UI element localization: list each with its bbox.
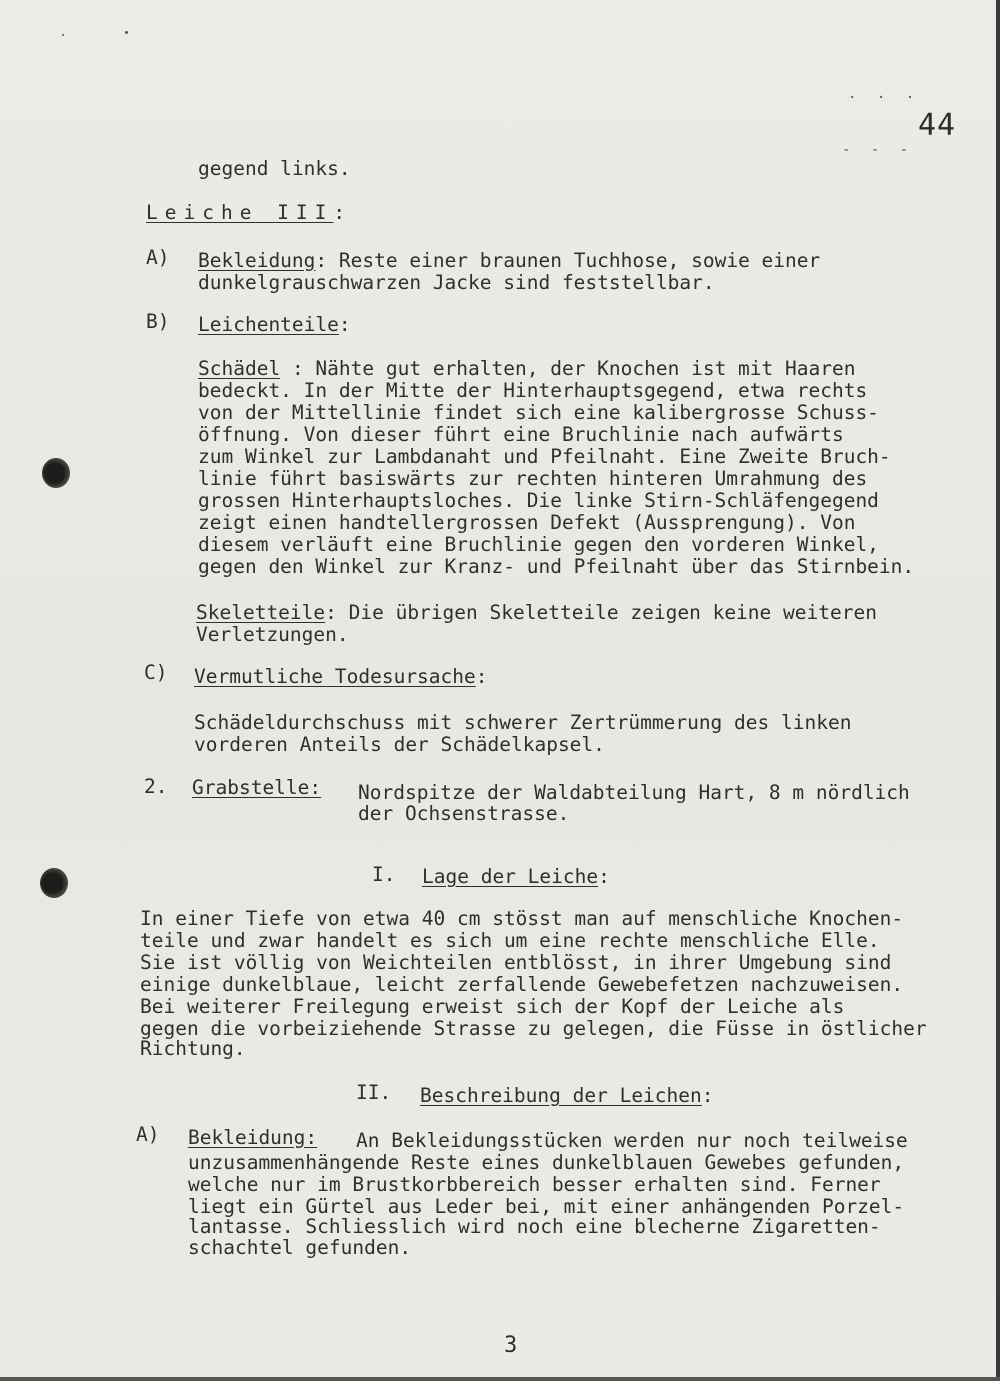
text-line: In einer Tiefe von etwa 40 cm stösst man auf menschliche Knochen- <box>140 907 904 930</box>
text-line: dunkelgrauschwarzen Jacke sind feststellbar. <box>198 271 715 294</box>
page-number: 44 <box>918 108 957 143</box>
heading-skeletteile: Skeletteile <box>196 601 326 624</box>
item-a-line: Bekleidung: Reste einer braunen Tuchhose, sowie einer <box>198 249 821 272</box>
text-line: einige dunkelblaue, leicht zerfallende Gewebefetzen nachzuweisen. <box>140 973 904 996</box>
text-line: gegen die vorbeiziehende Strasse zu gelegen, die Füsse in östlicher <box>140 1017 927 1040</box>
text-line: zeigt einen handtellergrossen Defekt (Aussprengung). Von <box>198 511 856 534</box>
item-label-a: A) <box>146 246 170 269</box>
text-line: Sie ist völlig von Weichteilen entblösst, in ihrer Umgebung sind <box>140 951 892 974</box>
heading-schaedel: Schädel <box>198 357 281 380</box>
item-label-c: C) <box>144 661 168 684</box>
punch-hole-upper <box>42 458 70 488</box>
scan-border-bottom <box>0 1377 1000 1381</box>
text-line: Nordspitze der Waldabteilung Hart, 8 m nördlich <box>358 781 910 804</box>
text-line: öffnung. Von dieser führt eine Bruchlinie nach aufwärts <box>198 423 844 446</box>
text-line: schachtel gefunden. <box>188 1236 412 1259</box>
heading-lage-der-leiche: Lage der Leiche <box>422 865 599 888</box>
heading-bekleidung-2: Bekleidung: <box>188 1126 318 1149</box>
text-line: von der Mittellinie findet sich eine kalibergrosse Schuss- <box>198 401 879 424</box>
text-line: Richtung. <box>140 1037 246 1060</box>
heading-grabstelle: Grabstelle: <box>192 776 322 799</box>
text-line: Bei weiterer Freilegung erweist sich der Kopf der Leiche als <box>140 995 845 1018</box>
text-line: vorderen Anteils der Schädelkapsel. <box>194 733 605 756</box>
skeletteile-line: Skeletteile: Die übrigen Skeletteile zeigen keine weiteren <box>196 601 877 624</box>
scan-border-right <box>996 0 1000 1381</box>
section-heading: Leiche III: <box>146 201 346 224</box>
text-line: teile und zwar handelt es sich um eine rechte menschliche Elle. <box>140 929 880 952</box>
heading-bekleidung: Bekleidung <box>198 249 316 272</box>
text-line: der Ochsenstrasse. <box>358 802 570 825</box>
pencil-mark: · · · <box>848 90 921 106</box>
heading-beschreibung: Beschreibung der Leichen <box>420 1084 702 1107</box>
heading-leichenteile: Leichenteile <box>198 313 339 336</box>
text-line: diesem verläuft eine Bruchlinie gegen den vorderen Winkel, <box>198 533 879 556</box>
text-line: Schädeldurchschuss mit schwerer Zertrümmerung des linken <box>194 711 852 734</box>
heading-leiche-iii: Leiche III <box>146 201 334 224</box>
pencil-mark: - - - <box>842 142 915 158</box>
item-label-a2: A) <box>136 1123 160 1146</box>
schaedel-line: Schädel : Nähte gut erhalten, der Knochen ist mit Haaren <box>198 357 856 380</box>
heading-lage-line: Lage der Leiche: <box>422 865 610 888</box>
text-line: welche nur im Brustkorbbereich besser erhalten sind. Ferner <box>188 1173 881 1196</box>
text-line: unzusammenhängende Reste eines dunkelblauen Gewebes gefunden, <box>188 1151 905 1174</box>
heading-todesursache: Vermutliche Todesursache <box>194 665 476 688</box>
text-line: bedeckt. In der Mitte der Hinterhauptsgegend, etwa rechts <box>198 379 868 402</box>
text-line: An Bekleidungsstücken werden nur noch teilweise <box>356 1129 908 1152</box>
text-line: zum Winkel zur Lambdanaht und Pfeilnaht. Eine Zweite Bruch- <box>198 445 891 468</box>
heading-beschreibung-line: Beschreibung der Leichen: <box>420 1084 714 1107</box>
scan-speck <box>125 31 128 34</box>
text-line: gegen den Winkel zur Kranz- und Pfeilnaht über das Stirnbein. <box>198 555 915 578</box>
text-line: gegend links. <box>198 157 351 180</box>
section-label-i: I. <box>372 863 396 886</box>
item-label-2: 2. <box>144 775 168 798</box>
footer-page-number: 3 <box>504 1333 518 1358</box>
item-label-b: B) <box>146 310 170 333</box>
text-line: liegt ein Gürtel aus Leder bei, mit einer anhängenden Porzel- <box>188 1195 905 1218</box>
text-line: linie führt basiswärts zur rechten hinteren Umrahmung des <box>198 467 868 490</box>
scan-speck <box>62 34 64 36</box>
heading-todesursache-line: Vermutliche Todesursache: <box>194 665 488 688</box>
punch-hole-lower <box>40 868 68 898</box>
text-line: lantasse. Schliesslich wird noch eine blecherne Zigaretten- <box>188 1215 881 1238</box>
section-label-ii: II. <box>356 1081 392 1104</box>
text-line: Verletzungen. <box>196 623 349 646</box>
text-line: grossen Hinterhauptsloches. Die linke Stirn-Schläfengegend <box>198 489 879 512</box>
heading-leichenteile-line: Leichenteile: <box>198 313 351 336</box>
